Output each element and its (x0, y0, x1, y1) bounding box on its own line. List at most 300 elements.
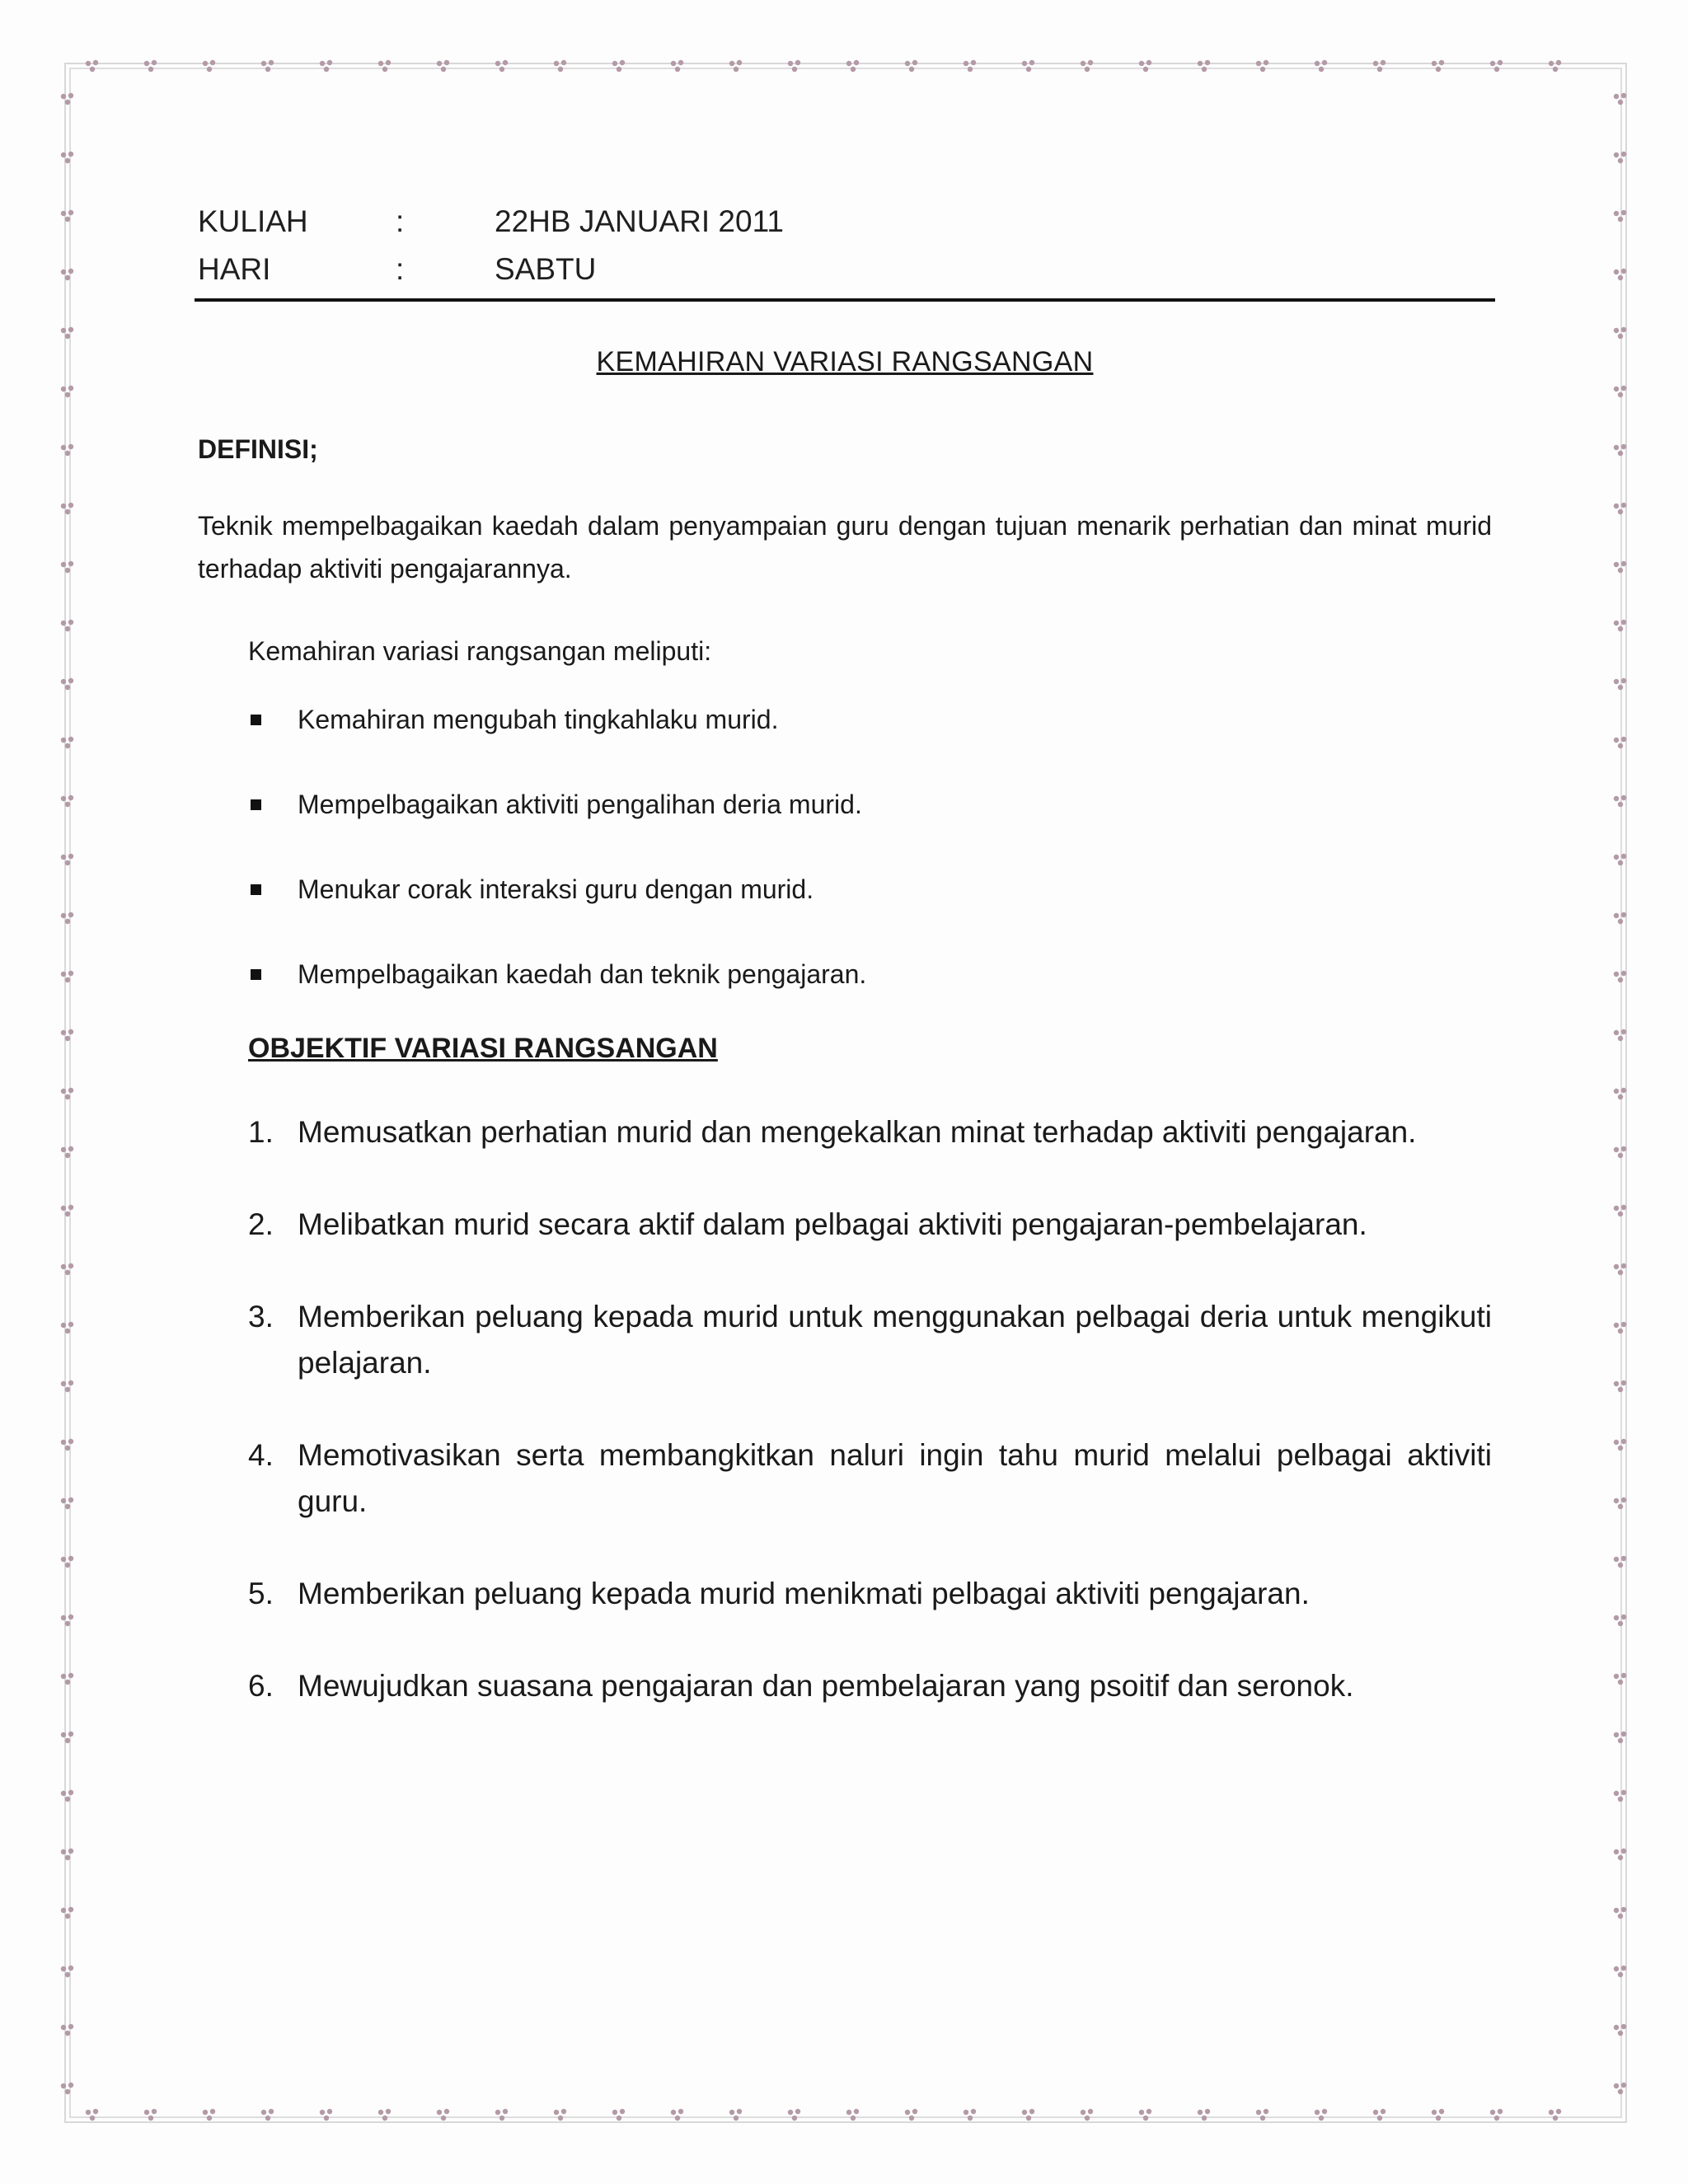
ornament-dot (261, 61, 266, 66)
ornament-dot (1621, 1849, 1626, 1854)
ornament-dot (729, 2110, 734, 2115)
ornament-dot (1621, 1380, 1626, 1385)
ornament-dot (1618, 802, 1623, 807)
ornament-dot (1621, 1556, 1626, 1561)
ornament-dot (909, 67, 914, 72)
ornament-dot (1381, 2109, 1386, 2114)
ornament-dot (617, 2116, 621, 2121)
ornament-dot (1494, 67, 1499, 72)
ornament-dot (1498, 60, 1503, 65)
ornament-dot (65, 1094, 70, 1099)
ornament-dot (912, 60, 917, 65)
ornament-dot (65, 860, 70, 865)
ornament-dot (1614, 1908, 1619, 1913)
ornament-dot (971, 2109, 976, 2114)
ornament-dot (148, 2116, 153, 2121)
ornament-dot (1614, 1323, 1619, 1328)
ornament-dot (737, 2109, 742, 2114)
ornament-dot (68, 678, 73, 683)
ornament-dot (1026, 67, 1031, 72)
ornament-dot (675, 67, 680, 72)
ornament-dot (144, 61, 149, 66)
ornament-dot (61, 738, 66, 743)
ornament-dot (386, 2109, 391, 2114)
ornament-dot (1618, 1036, 1623, 1041)
ornament-dot (68, 1088, 73, 1093)
ornament-dot (68, 1849, 73, 1854)
ornament-dot (1614, 387, 1619, 391)
ornament-dot (65, 2031, 70, 2036)
ornament-dot (1373, 2110, 1378, 2115)
ornament-dot (1432, 2110, 1437, 2115)
item-text: Memberikan peluang kepada murid untuk menggunakan pelbagai deria untuk mengikuti pelajaran. (298, 1300, 1492, 1380)
ornament-dot (1553, 2116, 1558, 2121)
ornament-dot (554, 61, 559, 66)
ornament-dot (65, 1855, 70, 1860)
ornament-dot (61, 504, 66, 509)
ornament-dot (61, 1966, 66, 1971)
ornament-dot (61, 1791, 66, 1796)
ornament-dot (61, 1498, 66, 1503)
ornament-dot (68, 210, 73, 215)
ornament-dot (1621, 1146, 1626, 1151)
ornament-dot (65, 977, 70, 982)
ornament-dot (68, 1263, 73, 1268)
ornament-dot (905, 61, 910, 66)
ornament-dot (734, 2116, 738, 2121)
list-item (198, 1294, 1492, 1386)
ornament-dot (1614, 1615, 1619, 1620)
ornament-dot (1618, 392, 1623, 397)
ornament-dot (846, 2110, 851, 2115)
ornament-dot (68, 152, 73, 157)
ornament-dot (1618, 860, 1623, 865)
bullet-square-icon (251, 969, 261, 980)
ornament-dot (1202, 2116, 1207, 2121)
ornament-dot (554, 2110, 559, 2115)
ornament-dot (1621, 1322, 1626, 1327)
ornament-dot (1618, 334, 1623, 339)
objectives-heading: OBJEKTIF VARIASI RANGSANGAN (248, 1033, 718, 1064)
ornament-dot (1614, 1206, 1619, 1211)
ornament-dot (1614, 504, 1619, 509)
ornament-dot (65, 1153, 70, 1158)
ornament-dot (612, 2110, 617, 2115)
ornament-dot (65, 158, 70, 163)
ornament-dot (792, 67, 797, 72)
ornament-dot (65, 1446, 70, 1451)
ornament-dot (1621, 1497, 1626, 1502)
ornament-dot (320, 61, 325, 66)
ornament-dot (61, 1381, 66, 1386)
ornament-dot (144, 2110, 149, 2115)
ornament-dot (1377, 67, 1382, 72)
intro-text: Kemahiran variasi rangsangan meliputi: (248, 636, 712, 666)
ornament-dot (1621, 444, 1626, 449)
definition-paragraph: Teknik mempelbagaikan kaedah dalam penyampaian guru dengan tujuan menarik perhatian dan minat murid terhadap aktiviti pengajarannya. (198, 511, 1492, 583)
ornament-dot (68, 1146, 73, 1151)
ornament-dot (65, 1680, 70, 1685)
ornament-dot (1319, 2116, 1324, 2121)
list-item (198, 1432, 1492, 1525)
ornament-dot (1618, 977, 1623, 982)
ornament-dot (1621, 1615, 1626, 1619)
ornament-dot (269, 60, 274, 65)
ornament-dot (68, 2024, 73, 2029)
header-divider (195, 298, 1495, 302)
ornament-dot (61, 621, 66, 626)
ornament-dot (1618, 2031, 1623, 2036)
ornament-dot (792, 2116, 797, 2121)
ornament-dot (444, 60, 449, 65)
ornament-dot (1143, 67, 1148, 72)
list-item (198, 1571, 1492, 1617)
ornament-dot (1614, 679, 1619, 684)
ornament-dot (68, 1907, 73, 1912)
ornament-dot (1256, 2110, 1261, 2115)
ornament-dot (1264, 60, 1268, 65)
ornament-dot (68, 444, 73, 449)
ornament-dot (964, 2110, 968, 2115)
ornament-dot (65, 334, 70, 339)
ornament-dot (207, 67, 212, 72)
ornament-dot (1618, 509, 1623, 514)
ornament-dot (68, 503, 73, 508)
ornament-dot (795, 60, 800, 65)
ornament-dot (1618, 2089, 1623, 2094)
ornament-dot (65, 1797, 70, 1802)
ornament-dot (1436, 67, 1441, 72)
ornament-dot (1614, 1147, 1619, 1152)
ornament-dot (386, 60, 391, 65)
ornament-dot (61, 972, 66, 977)
ornament-dot (61, 1030, 66, 1035)
ornament-dot (675, 2116, 680, 2121)
ornament-dot (68, 386, 73, 391)
ornament-dot (671, 2110, 676, 2115)
ornament-dot (61, 2025, 66, 2030)
ornament-dot (1614, 269, 1619, 274)
ornament-dot (1377, 2116, 1382, 2121)
ornament-dot (68, 269, 73, 274)
ornament-dot (1614, 1966, 1619, 1971)
ornament-dot (1618, 919, 1623, 924)
ornament-dot (65, 1212, 70, 1216)
ornament-dot (68, 93, 73, 98)
ornament-dot (1139, 61, 1144, 66)
header-colon: : (396, 252, 405, 286)
ornament-dot (382, 67, 387, 72)
ornament-dot (65, 217, 70, 222)
ornament-dot (207, 2116, 212, 2121)
ornament-dot (1085, 67, 1090, 72)
ornament-dot (1621, 152, 1626, 157)
ornament-dot (65, 802, 70, 807)
ornament-dot (65, 626, 70, 631)
ornament-dot (90, 2116, 95, 2121)
ornament-dot (964, 61, 968, 66)
ornament-dot (437, 2110, 442, 2115)
ornament-dot (1081, 61, 1085, 66)
ornament-dot (1614, 445, 1619, 450)
document-body (198, 198, 1492, 1755)
ornament-dot (61, 152, 66, 157)
ornament-dot (61, 913, 66, 918)
ornament-dot (65, 1270, 70, 1275)
ornament-dot (734, 67, 738, 72)
ornament-dot (1614, 211, 1619, 216)
ornament-dot (1621, 1673, 1626, 1678)
ornament-dot (1436, 2116, 1441, 2121)
ornament-dot (558, 2116, 563, 2121)
ornament-dot (61, 1264, 66, 1269)
ornament-dot (61, 1732, 66, 1737)
item-text: Memotivasikan serta membangkitkan naluri ingin tahu murid melalui pelbagai aktiviti guru. (298, 1438, 1492, 1518)
ornament-dot (68, 1615, 73, 1619)
ornament-dot (1618, 217, 1623, 222)
ornament-dot (61, 855, 66, 860)
bullet-text: Mempelbagaikan aktiviti pengalihan deria murid. (298, 790, 862, 819)
ornament-dot (61, 679, 66, 684)
ornament-dot (1621, 1088, 1626, 1093)
item-number: 2. (248, 1207, 274, 1241)
ornament-dot (61, 1557, 66, 1562)
ornament-dot (1498, 2109, 1503, 2114)
ornament-dot (1614, 738, 1619, 743)
item-text: Mewujudkan suasana pengajaran dan pembelajaran yang psoitif dan seronok. (298, 1669, 1354, 1703)
ornament-dot (65, 451, 70, 456)
ornament-dot (1621, 1205, 1626, 1210)
ornament-dot (68, 1497, 73, 1502)
ornament-dot (1621, 678, 1626, 683)
ornament-dot (968, 2116, 973, 2121)
ornament-dot (968, 67, 973, 72)
ornament-dot (846, 61, 851, 66)
ornament-dot (617, 67, 621, 72)
ornament-dot (65, 743, 70, 748)
ornament-dot (1146, 2109, 1151, 2114)
ornament-dot (1621, 2024, 1626, 2029)
ornament-dot (61, 796, 66, 801)
list-item (198, 1663, 1492, 1709)
ornament-dot (1621, 269, 1626, 274)
ornament-dot (1614, 1732, 1619, 1737)
ornament-dot (61, 1674, 66, 1679)
ornament-dot (68, 561, 73, 566)
ornament-dot (65, 1972, 70, 1977)
ornament-dot (909, 2116, 914, 2121)
ornament-dot (1614, 855, 1619, 860)
ornament-dot (265, 2116, 270, 2121)
ornament-dot (65, 2089, 70, 2094)
ornament-dot (68, 912, 73, 917)
ornament-dot (441, 67, 446, 72)
ornament-dot (612, 61, 617, 66)
ornament-dot (61, 211, 66, 216)
document-title: KEMAHIRAN VARIASI RANGSANGAN (596, 346, 1094, 377)
ornament-dot (152, 2109, 157, 2114)
ornament-dot (61, 445, 66, 450)
ornament-dot (1494, 2116, 1499, 2121)
ornament-dot (1022, 61, 1027, 66)
ornament-dot (1618, 1797, 1623, 1802)
ornament-dot (1618, 1738, 1623, 1743)
ornament-dot (1614, 1440, 1619, 1445)
ornament-dot (1315, 2110, 1320, 2115)
ornament-dot (1618, 1329, 1623, 1333)
ornament-dot (1621, 561, 1626, 566)
bullet-text: Kemahiran mengubah tingkahlaku murid. (298, 705, 779, 734)
ornament-dot (1618, 1680, 1623, 1685)
ornament-dot (65, 1387, 70, 1392)
bullet-square-icon (251, 799, 261, 810)
ornament-dot (1618, 1094, 1623, 1099)
ornament-dot (65, 509, 70, 514)
ornament-dot (1621, 386, 1626, 391)
ornament-dot (65, 392, 70, 397)
ornament-dot (1315, 61, 1320, 66)
list-item (198, 703, 1492, 736)
ornament-dot (327, 60, 332, 65)
ornament-dot (65, 275, 70, 280)
item-number: 1. (248, 1115, 274, 1149)
ornament-dot (1618, 626, 1623, 631)
ornament-dot (503, 2109, 508, 2114)
ornament-dot (1143, 2116, 1148, 2121)
ornament-dot (68, 795, 73, 800)
ornament-dot (1085, 2116, 1090, 2121)
ornament-dot (68, 620, 73, 625)
ornament-dot (1614, 1030, 1619, 1035)
ornament-dot (678, 60, 683, 65)
ornament-dot (382, 2116, 387, 2121)
ornament-dot (1614, 972, 1619, 977)
bullet-list (198, 703, 1492, 991)
ornament-dot (61, 2083, 66, 2088)
ornament-dot (1260, 2116, 1265, 2121)
ornament-dot (1618, 1855, 1623, 1860)
header-value: SABTU (495, 252, 597, 286)
ornament-dot (1322, 60, 1327, 65)
ornament-dot (1614, 152, 1619, 157)
ornament-dot (1614, 1264, 1619, 1269)
ornament-dot (1553, 67, 1558, 72)
ornament-dot (203, 2110, 208, 2115)
ornament-dot (1621, 93, 1626, 98)
ornament-dot (1490, 2110, 1495, 2115)
ornament-dot (1614, 1381, 1619, 1386)
ornament-dot (61, 269, 66, 274)
ornament-dot (905, 2110, 910, 2115)
ornament-dot (737, 60, 742, 65)
ornament-dot (1322, 2109, 1327, 2114)
list-item (198, 873, 1492, 906)
header-row-hari (198, 246, 1492, 293)
ornament-dot (620, 2109, 625, 2114)
ornament-dot (1081, 2110, 1085, 2115)
ornament-dot (1549, 61, 1554, 66)
ornament-dot (1621, 737, 1626, 742)
header-value: 22HB JANUARI 2011 (495, 204, 784, 238)
ornament-dot (1088, 2109, 1093, 2114)
header-block (198, 198, 1492, 302)
ornament-dot (61, 94, 66, 99)
ornament-dot (1618, 1270, 1623, 1275)
ornament-dot (1614, 562, 1619, 567)
ornament-dot (1614, 94, 1619, 99)
ornament-dot (68, 1439, 73, 1444)
ornament-dot (1621, 1439, 1626, 1444)
item-number: 5. (248, 1577, 274, 1610)
ornament-dot (1381, 60, 1386, 65)
ornament-dot (324, 67, 329, 72)
list-item (198, 958, 1492, 991)
ornament-dot (61, 1323, 66, 1328)
ornament-dot (65, 1914, 70, 1919)
ornament-dot (795, 2109, 800, 2114)
ornament-dot (68, 737, 73, 742)
header-key: KULIAH (198, 204, 308, 238)
ornament-dot (854, 60, 859, 65)
ornament-dot (1205, 2109, 1210, 2114)
ornament-dot (851, 2116, 856, 2121)
objectives-list (198, 1109, 1492, 1709)
ornament-dot (561, 2109, 566, 2114)
ornament-dot (1618, 568, 1623, 573)
ornament-dot (68, 854, 73, 859)
ornament-dot (65, 1036, 70, 1041)
ornament-dot (495, 2110, 500, 2115)
ornament-dot (788, 61, 793, 66)
ornament-dot (1614, 1791, 1619, 1796)
list-item (198, 1109, 1492, 1155)
ornament-dot (1618, 1563, 1623, 1568)
ornament-dot (378, 2110, 383, 2115)
ornament-dot (68, 1966, 73, 1971)
ornament-dot (327, 2109, 332, 2114)
ornament-dot (1614, 1089, 1619, 1094)
ornament-dot (1618, 451, 1623, 456)
ornament-dot (86, 61, 91, 66)
ornament-dot (1256, 61, 1261, 66)
ornament-dot (1549, 2110, 1554, 2115)
ornament-dot (561, 60, 566, 65)
ornament-dot (1202, 67, 1207, 72)
ornament-dot (1614, 2025, 1619, 2030)
ornament-dot (68, 1380, 73, 1385)
ornament-dot (1088, 60, 1093, 65)
ornament-dot (558, 67, 563, 72)
ornament-dot (61, 1908, 66, 1913)
ornament-dot (1618, 100, 1623, 105)
list-item (198, 788, 1492, 821)
ornament-dot (68, 971, 73, 976)
ornament-dot (1198, 61, 1203, 66)
ornament-dot (61, 328, 66, 333)
list-item (198, 1202, 1492, 1248)
ornament-dot (1621, 2083, 1626, 2088)
item-text: Memberikan peluang kepada murid menikmati pelbagai aktiviti pengajaran. (298, 1577, 1310, 1610)
ornament-dot (495, 61, 500, 66)
ornament-dot (1614, 1557, 1619, 1562)
ornament-dot (61, 1206, 66, 1211)
ornament-dot (90, 67, 95, 72)
ornament-dot (1618, 158, 1623, 163)
ornament-dot (1621, 1029, 1626, 1034)
ornament-dot (1621, 854, 1626, 859)
ornament-dot (68, 1205, 73, 1210)
ornament-dot (68, 1673, 73, 1678)
